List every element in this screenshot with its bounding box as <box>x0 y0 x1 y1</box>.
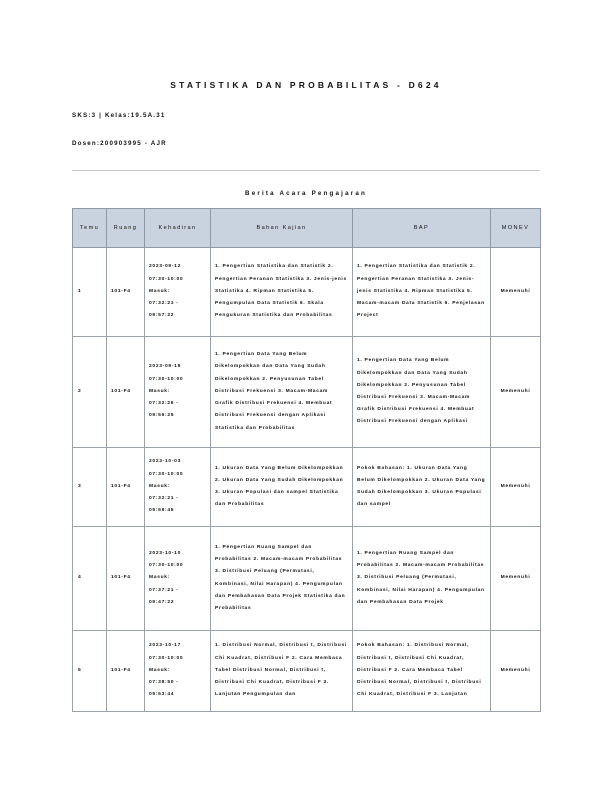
document-title: STATISTIKA DAN PROBABILITAS - D624 <box>170 80 442 90</box>
kehadiran-in: 07:32:21 - <box>149 301 179 307</box>
cell-temu: 4 <box>73 527 107 631</box>
table-header-row <box>73 209 541 248</box>
cell-ruang: 101-F4 <box>107 631 145 712</box>
kehadiran-date: 2023-09-19 <box>149 364 182 370</box>
kehadiran-out: 09:59:45 <box>149 508 175 514</box>
kehadiran-slot: 07:30-10:00 <box>149 376 184 382</box>
divider <box>72 170 540 171</box>
kehadiran-in: 07:37:21 - <box>149 587 179 593</box>
table-row <box>73 337 541 448</box>
cell-monev: Memenuhi <box>491 527 541 631</box>
cell-kehadiran <box>145 248 211 337</box>
cell-kehadiran <box>145 631 211 712</box>
cell-monev: Memenuhi <box>491 248 541 337</box>
header-ruang: Ruang <box>107 209 145 248</box>
cell-bap: Pokok Bahasan: 1. Ukuran Data Yang Belum Dikelompokkan 2. Ukuran Data Yang Sudah Dikelompokkan 3. Ukuran Populasi dan sampel <box>353 448 491 527</box>
kehadiran-slot: 07:30-10:00 <box>149 655 184 661</box>
table-row <box>73 631 541 712</box>
kehadiran-in: 07:32:21 - <box>149 496 179 502</box>
cell-temu: 5 <box>73 631 107 712</box>
table-row <box>73 527 541 631</box>
kehadiran-date: 2023-10-03 <box>149 459 182 465</box>
sks-kelas-line: SKS:3 | Kelas:19.5A.31 <box>72 112 166 119</box>
cell-monev: Memenuhi <box>491 631 541 712</box>
cell-temu: 2 <box>73 337 107 448</box>
cell-bap: 1. Pengertian Ruang Sampel dan Probabilitas 2. Macam-macam Probabilitas 3. Distribusi Peluang (Permutasi, Kombinasi, Nilai Harapan) 4. Pengumpulan dan Pembahasan Data Projek <box>353 527 491 631</box>
kehadiran-label: Masuk: <box>149 483 171 489</box>
cell-bap: 1. Pengertian Statistika dan Statistik 2. Pengertian Peranan Statistika 3. Jenis-jenis Statistika 4. Ripman Statistika 5. Macam-macam Data Statistik 6. Penjelasan Project <box>353 248 491 337</box>
cell-ruang: 101-F4 <box>107 448 145 527</box>
header-monev: MONEV <box>491 209 541 248</box>
cell-monev: Memenuhi <box>491 448 541 527</box>
bap-table <box>72 208 541 712</box>
cell-bap: 1. Pengertian Data Yang Belum Dikelompokkan dan Data Yang Sudah Dikelompokkan 2. Penyusunan Tabel Distribusi Frekuensi 3. Macam-Macam Grafik Distribusi Frekuensi 4. Membuat Distribusi Frekuensi dengan Aplikasi <box>353 337 491 448</box>
cell-ruang: 101-F4 <box>107 337 145 448</box>
header-bap: BAP <box>353 209 491 248</box>
cell-bahan-kajian: 1. Pengertian Data Yang Belum Dikelompokkan dan Data Yang Sudah Dikelompokkan 2. Penyusunan Tabel Distribusi Frekuensi 3. Macam-Macam Grafik Distribusi Frekuensi 4. Membuat Distribusi Frekuensi dengan Aplikasi Statistika dan Probabilitas <box>211 337 353 448</box>
cell-kehadiran <box>145 448 211 527</box>
kehadiran-in: 07:32:26 - <box>149 401 179 407</box>
cell-kehadiran <box>145 527 211 631</box>
cell-bahan-kajian: 1. Pengertian Ruang Sampel dan Probabilitas 2. Macam-macam Probabilitas 3. Distribusi Peluang (Permutasi, Kombinasi, Nilai Harapan) 4. Pengumpulan dan Pembahasan Data Projek Statistika dan Probabilitas <box>211 527 353 631</box>
cell-bahan-kajian: 1. Pengertian Statistika dan Statistik 2. Pengertian Peranan Statistika 3. Jenis-jenis Statistika 4. Ripman Statistika 5. Pengumpulan Data Statistik 6. Skala Pengukuran Statistika dan Probabilitas <box>211 248 353 337</box>
cell-bahan-kajian: 1. Ukuran Data Yang Belum Dikelompokkan 2. Ukuran Data Yang Sudah Dikelompokkan 3. Ukuran Populasi dan sampel Statistika dan Probabilitas <box>211 448 353 527</box>
kehadiran-slot: 07:30-10:00 <box>149 276 184 282</box>
cell-temu: 3 <box>73 448 107 527</box>
kehadiran-slot: 07:30-10:00 <box>149 563 184 569</box>
kehadiran-out: 09:57:22 <box>149 313 175 319</box>
kehadiran-slot: 07:30-10:00 <box>149 471 184 477</box>
table-row <box>73 248 541 337</box>
cell-ruang: 101-F4 <box>107 527 145 631</box>
table-row <box>73 448 541 527</box>
kehadiran-out: 09:56:25 <box>149 413 175 419</box>
cell-bahan-kajian: 1. Distribusi Normal, Distribusi t, Distribusi Chi Kuadrat, Distribusi F 2. Cara Membaca Tabel Distribusi Normal, Distribusi t, Distribusi Chi Kuadrat, Distribusi F 3. Lanjutan Pengumpulan dan <box>211 631 353 712</box>
kehadiran-label: Masuk: <box>149 288 171 294</box>
kehadiran-date: 2023-10-17 <box>149 643 182 649</box>
cell-monev: Memenuhi <box>491 337 541 448</box>
kehadiran-label: Masuk: <box>149 575 171 581</box>
header-kehadiran: Kehadiran <box>145 209 211 248</box>
kehadiran-out: 09:47:22 <box>149 599 175 605</box>
header-temu: Temu <box>73 209 107 248</box>
dosen-line: Dosen:200903995 - AJR <box>72 140 167 147</box>
kehadiran-in: 07:38:50 - <box>149 680 179 686</box>
cell-temu: 1 <box>73 248 107 337</box>
cell-bap: Pokok Bahasan: 1. Distribusi Normal, Distribusi t, Distribusi Chi Kuadrat, Distribusi F 2. Cara Membaca Tabel Distribusi Normal, Distribusi t, Distribusi Chi Kuadrat, Distribusi F 3. Lanjutan <box>353 631 491 712</box>
cell-kehadiran <box>145 337 211 448</box>
kehadiran-date: 2023-09-12 <box>149 264 182 270</box>
kehadiran-date: 2023-10-10 <box>149 550 182 556</box>
header-bahan-kajian: Bahan Kajian <box>211 209 353 248</box>
kehadiran-out: 09:53:44 <box>149 692 175 698</box>
table-caption: Berita Acara Pengajaran <box>245 190 367 197</box>
kehadiran-label: Masuk: <box>149 667 171 673</box>
kehadiran-label: Masuk: <box>149 388 171 394</box>
cell-ruang: 101-F4 <box>107 248 145 337</box>
